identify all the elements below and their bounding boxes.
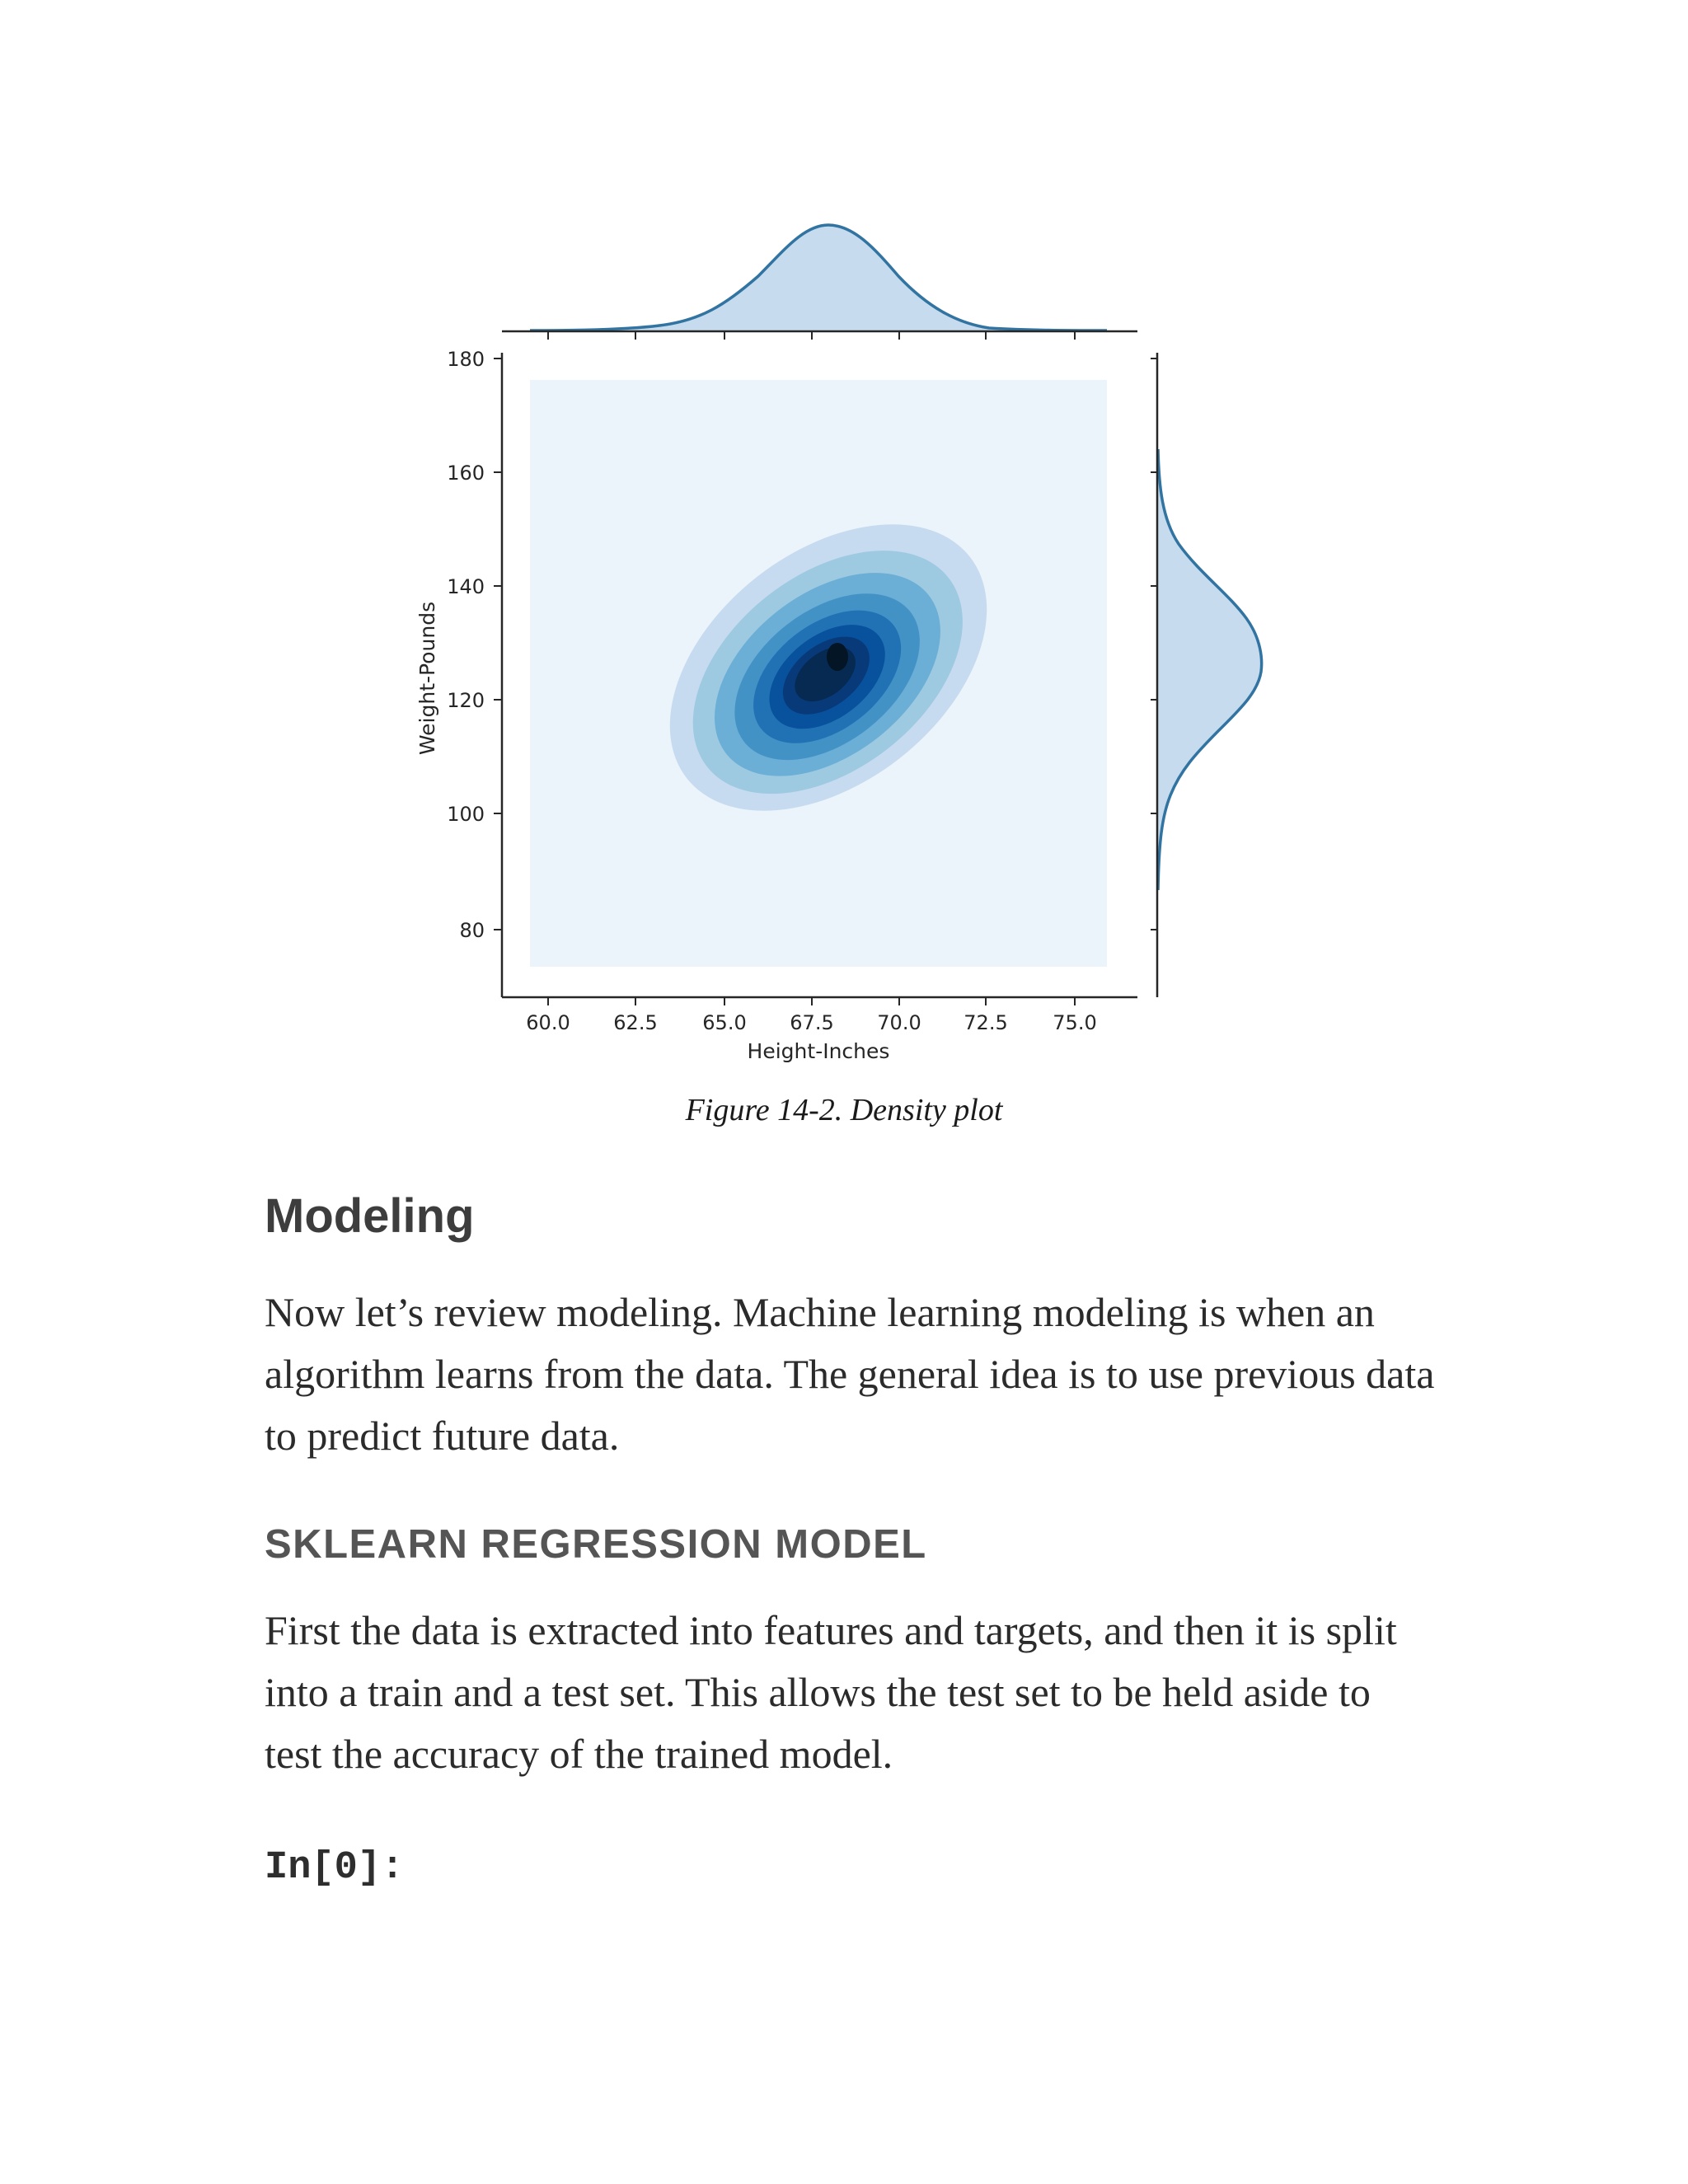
x-tick-75: 75.0 — [1053, 1011, 1097, 1034]
sklearn-paragraph: First the data is extracted into features and targets, and then it is split into a train and a test set. This allows the test set to be held aside to test the accuracy of the trained model. — [265, 1607, 1397, 1777]
y-tick-160: 160 — [447, 462, 485, 485]
figure-caption: Figure 14-2. Density plot — [685, 1093, 1003, 1127]
code-cell-prompt: In[0]: — [265, 1846, 405, 1890]
kde-density-area — [530, 380, 1107, 967]
x-tick-65: 65.0 — [702, 1011, 747, 1034]
y-tick-140: 140 — [447, 575, 485, 598]
x-tick-67-5: 67.5 — [790, 1011, 834, 1034]
y-tick-labels — [447, 348, 485, 942]
section-heading-modeling: Modeling — [265, 1189, 475, 1243]
top-marginal-kde — [502, 225, 1137, 340]
x-tick-labels — [526, 1011, 1096, 1034]
x-axis-label: Height-Inches — [747, 1039, 890, 1063]
x-tick-62-5: 62.5 — [613, 1011, 658, 1034]
modeling-paragraph: Now let’s review modeling. Machine learning modeling is when an algorithm learns from the data. The general idea is to use previous data to predict future data. — [265, 1289, 1435, 1459]
y-tick-180: 180 — [447, 348, 485, 371]
y-tick-100: 100 — [447, 803, 485, 826]
y-tick-120: 120 — [447, 689, 485, 712]
x-tick-60: 60.0 — [526, 1011, 570, 1034]
y-tick-80: 80 — [459, 919, 485, 942]
x-tick-70: 70.0 — [877, 1011, 921, 1034]
y-axis-label: Weight-Pounds — [415, 601, 439, 756]
x-tick-72-5: 72.5 — [964, 1011, 1008, 1034]
right-marginal-kde — [1151, 353, 1262, 997]
subsection-heading-sklearn: SKLEARN REGRESSION MODEL — [265, 1522, 927, 1567]
